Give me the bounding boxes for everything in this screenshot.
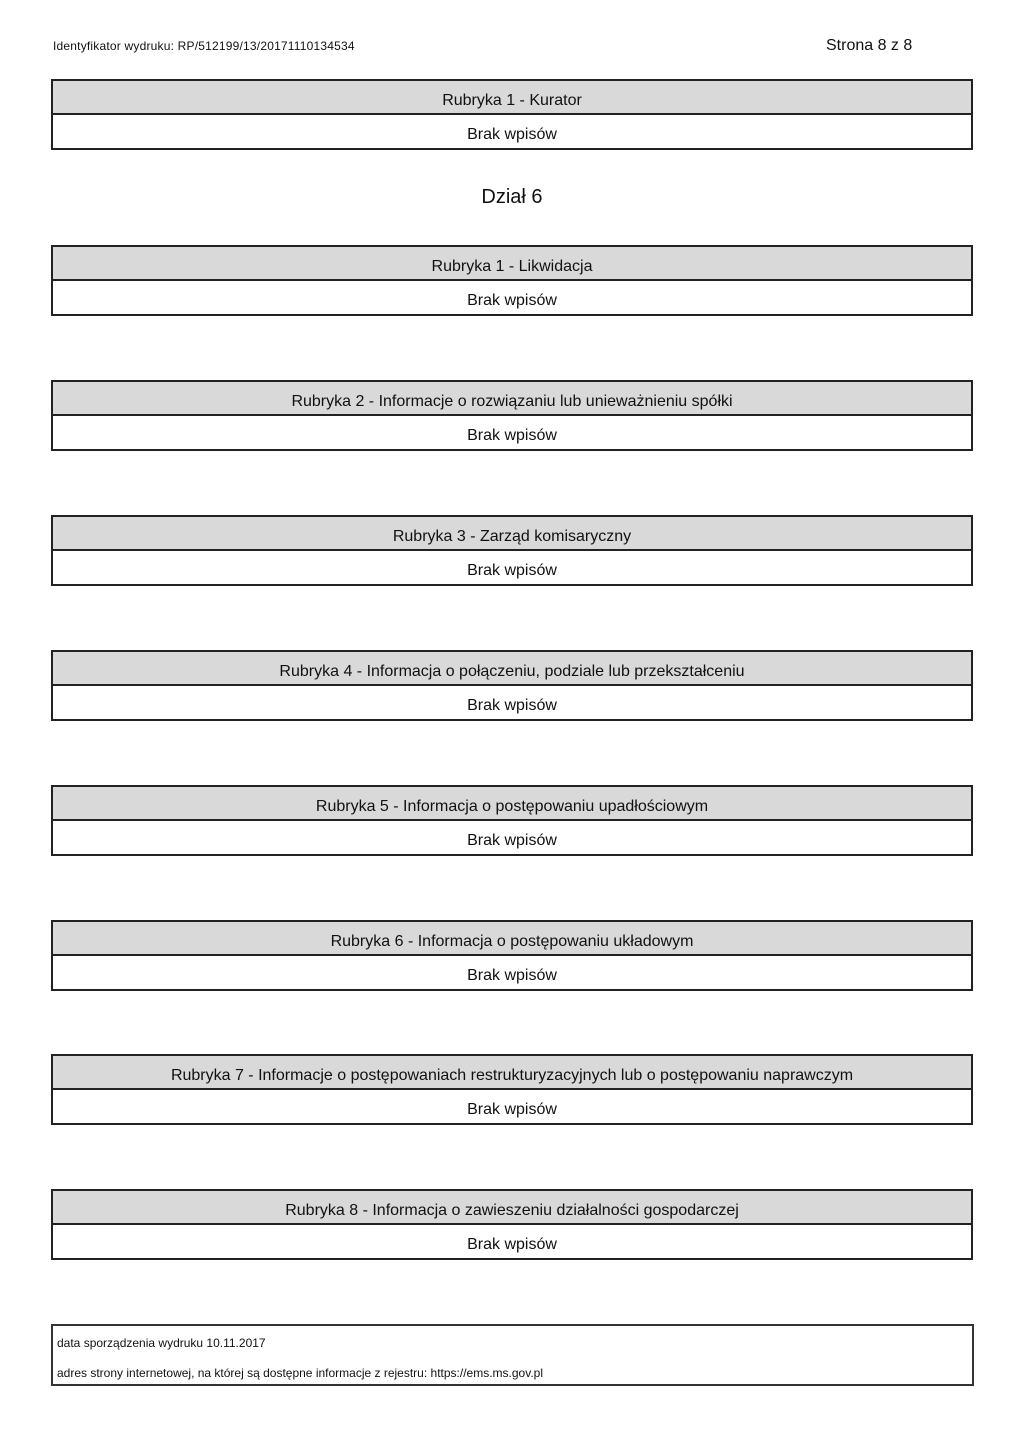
rubric-value: Brak wpisów bbox=[467, 427, 557, 444]
rubric-value: Brak wpisów bbox=[467, 832, 557, 849]
rubric-value: Brak wpisów bbox=[467, 562, 557, 579]
rubric-upadlosc bbox=[51, 785, 973, 856]
rubric-title: Rubryka 1 - Kurator bbox=[53, 81, 971, 115]
rubric-rozwiazanie bbox=[51, 380, 973, 451]
rubric-zawieszenie bbox=[51, 1189, 973, 1260]
rubric-title: Rubryka 5 - Informacja o postępowaniu upadłościowym bbox=[53, 787, 971, 821]
rubric-likwidacja bbox=[51, 245, 973, 316]
page-number: Strona 8 z 8 bbox=[826, 37, 913, 54]
rubric-uklad bbox=[51, 920, 973, 991]
section-title: Dział 6 bbox=[481, 186, 543, 208]
rubric-value: Brak wpisów bbox=[467, 1101, 557, 1118]
rubric-title: Rubryka 2 - Informacje o rozwiązaniu lub unieważnieniu spółki bbox=[53, 382, 971, 416]
registry-address: adres strony internetowej, na której są dostępne informacje z rejestru: https://ems.ms.gov.pl bbox=[57, 1366, 543, 1380]
rubric-title: Rubryka 7 - Informacje o postępowaniach restrukturyzacyjnych lub o postępowaniu naprawczym bbox=[53, 1056, 971, 1090]
rubric-title: Rubryka 4 - Informacja o połączeniu, podziale lub przekształceniu bbox=[53, 652, 971, 686]
rubric-value: Brak wpisów bbox=[467, 1236, 557, 1253]
rubric-restrukturyzacja bbox=[51, 1054, 973, 1125]
rubric-polaczenie bbox=[51, 650, 973, 721]
rubric-title: Rubryka 1 - Likwidacja bbox=[53, 247, 971, 281]
print-identifier: Identyfikator wydruku: RP/512199/13/20171110134534 bbox=[53, 39, 355, 53]
rubric-value: Brak wpisów bbox=[467, 292, 557, 309]
rubric-value: Brak wpisów bbox=[467, 697, 557, 714]
rubric-value: Brak wpisów bbox=[467, 126, 557, 143]
rubric-title: Rubryka 3 - Zarząd komisaryczny bbox=[53, 517, 971, 551]
rubric-value: Brak wpisów bbox=[467, 967, 557, 984]
print-footer bbox=[51, 1324, 974, 1386]
rubric-title: Rubryka 6 - Informacja o postępowaniu układowym bbox=[53, 922, 971, 956]
rubric-kurator bbox=[51, 79, 973, 150]
print-date: data sporządzenia wydruku 10.11.2017 bbox=[57, 1336, 266, 1350]
rubric-title: Rubryka 8 - Informacja o zawieszeniu działalności gospodarczej bbox=[53, 1191, 971, 1225]
rubric-zarzad-komisaryczny bbox=[51, 515, 973, 586]
